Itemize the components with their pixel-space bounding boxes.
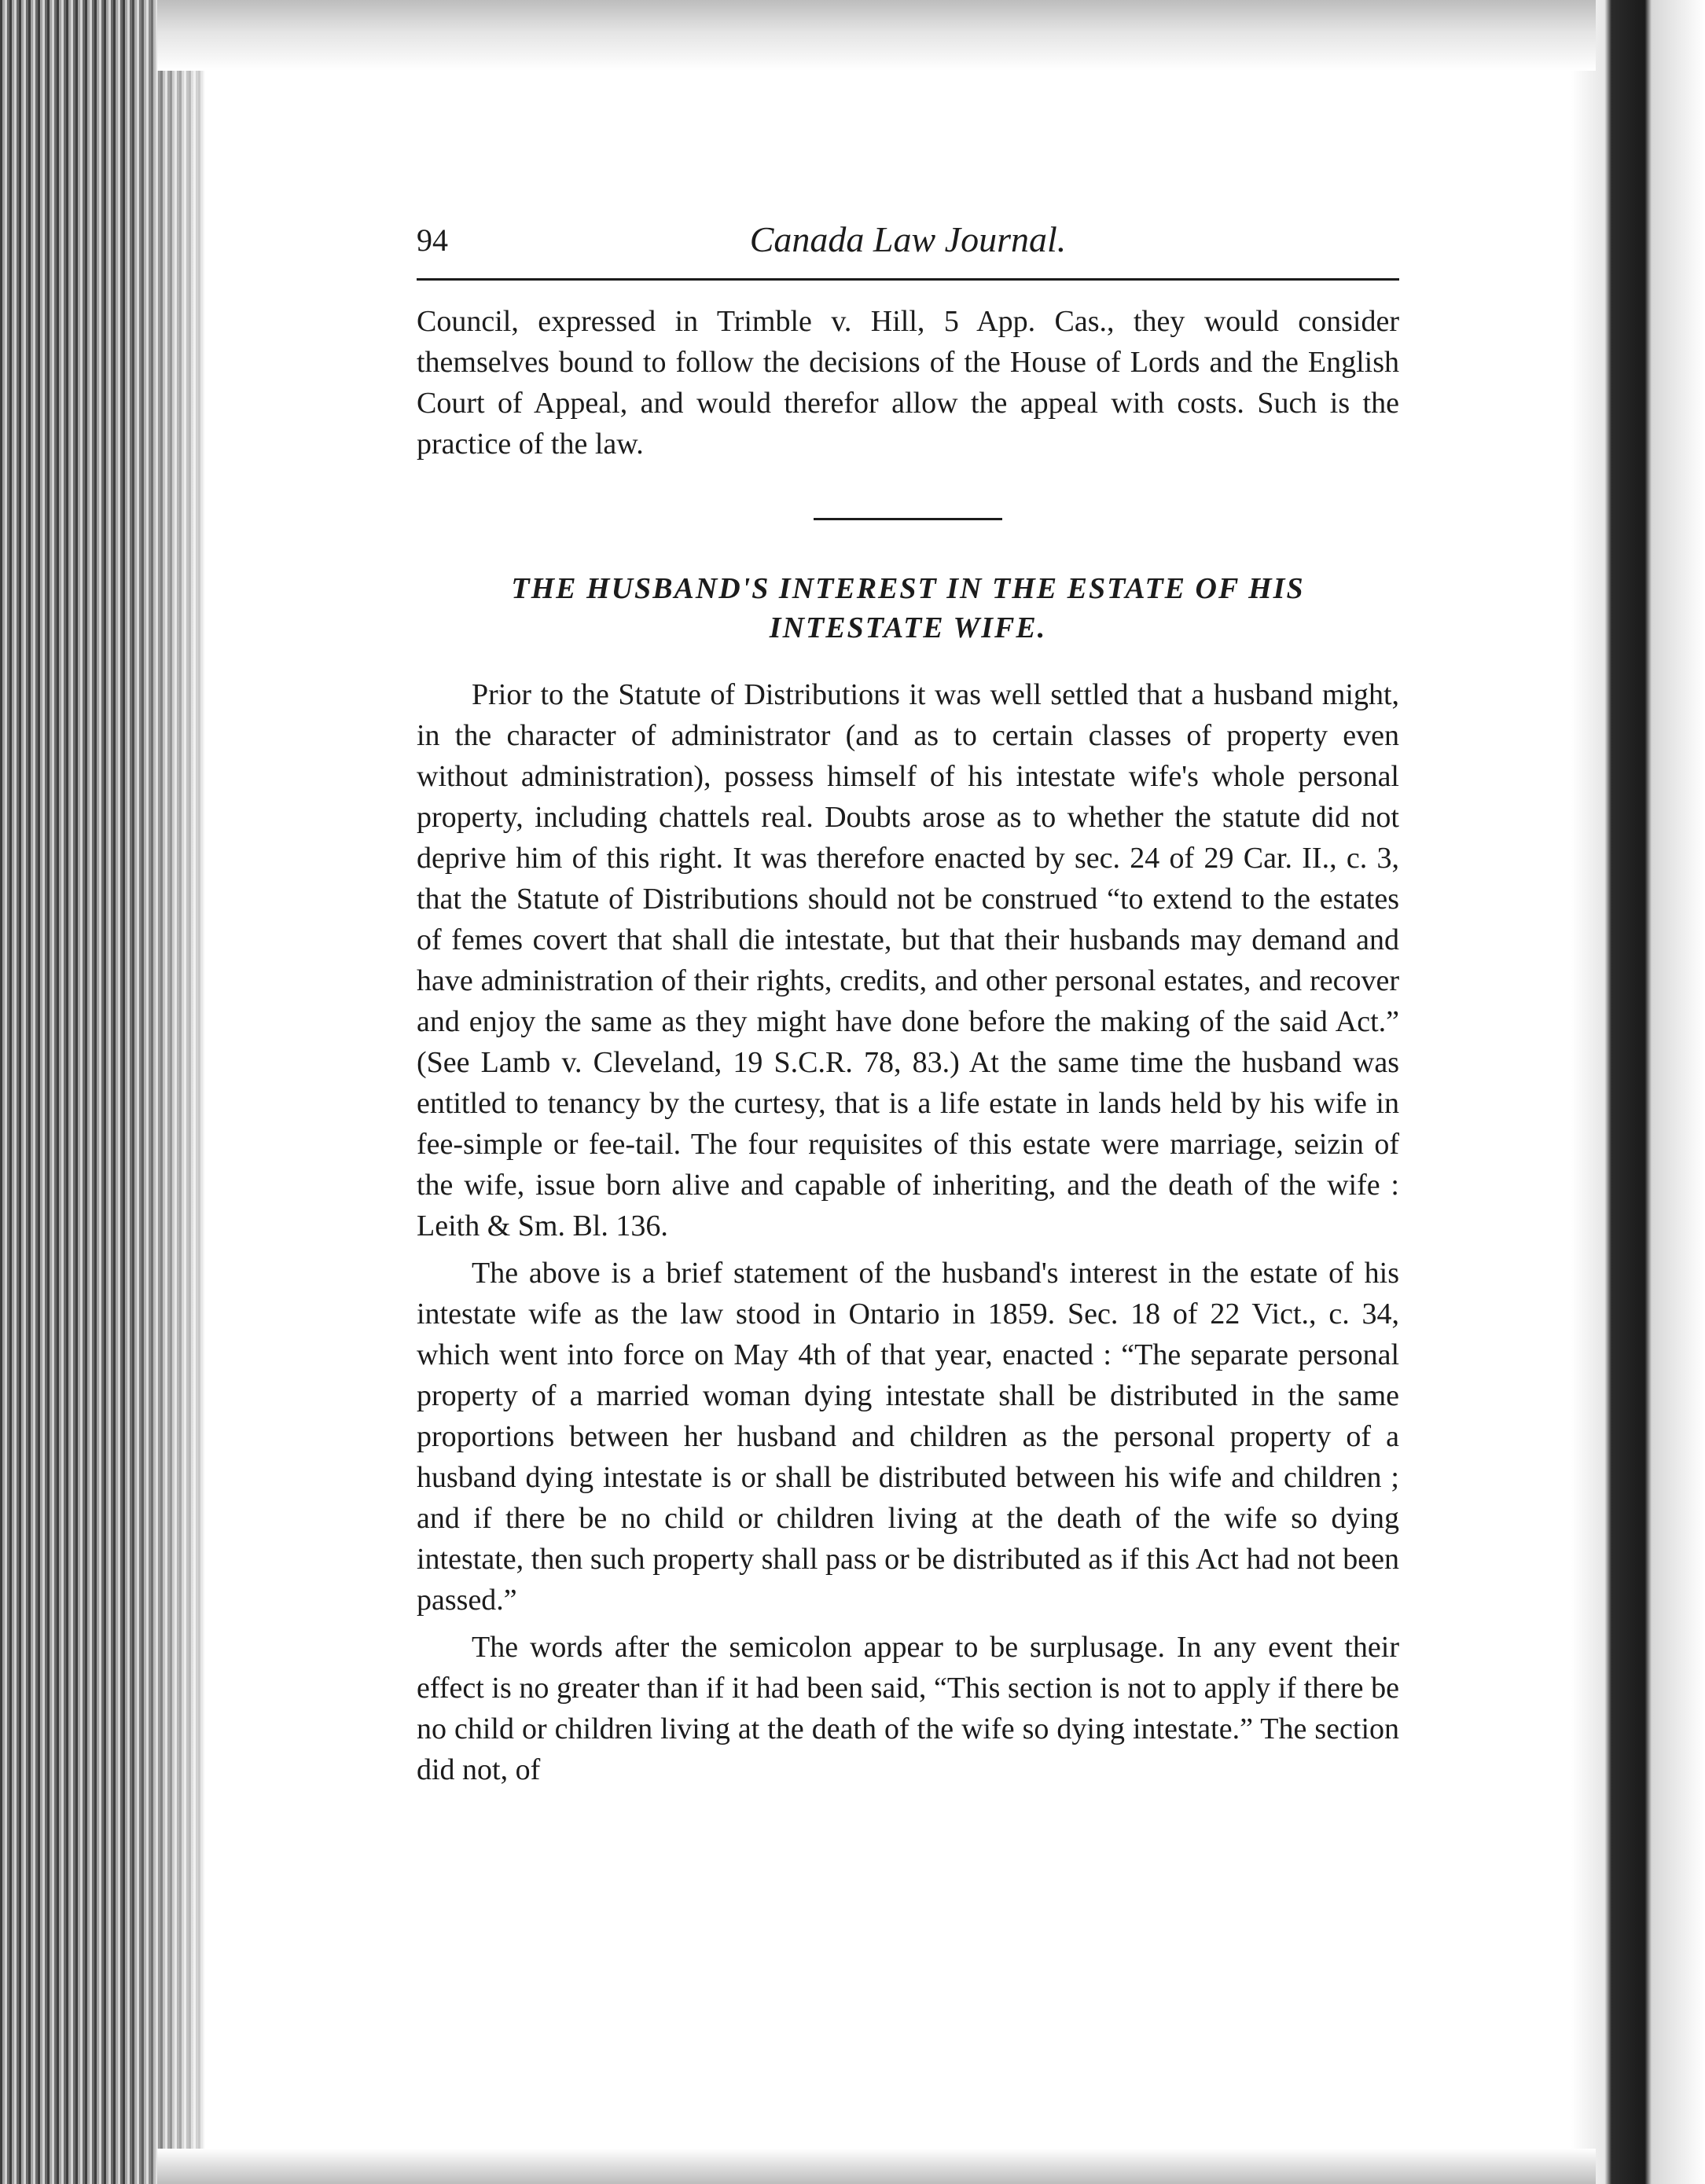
page-body [417, 212, 1399, 1790]
scan-left-fade [126, 0, 228, 2184]
running-head [417, 212, 1399, 275]
article-paragraph-1: Prior to the Statute of Distributions it was well settled that a husband might, in the character of administrator (and as to certain classes of property even without administration), possess himself of his intestate wife's whole personal property, including chattels real. Doubts arose as to whether the statute did not deprive him of this right. It was therefore enacted by sec. 24 of 29 Car. II., c. 3, that the Statute of Distributions should not be construed “to extend to the estates of femes covert that shall die intestate, but that their husbands may demand and have administration of their rights, credits, and other personal estates, and recover and enjoy the same as they might have done before the making of the said Act.” (See Lamb v. Cleveland, 19 S.C.R. 78, 83.) At the same time the husband was entitled to tenancy by the curtesy, that is a life estate in lands held by his wife in fee-simple or fee-tail. The four requisites of this estate were marriage, seizin of the wife, issue born alive and capable of inheriting, and the death of the wife : Leith & Sm. Bl. 136. [417, 678, 1399, 1242]
scan-right-edge [1571, 0, 1705, 2184]
article-title [417, 569, 1399, 648]
article-paragraph-3: The words after the semicolon appear to be surplusage. In any event their effect is no greater than if it had been said, “This section is not to apply if there be no child or children living at the death of the wife so dying intestate.” The section did not, of [417, 1631, 1399, 1786]
journal-title: Canada Law Journal. [749, 219, 1067, 259]
header-rule [417, 278, 1399, 281]
section-divider [814, 518, 1002, 520]
article-title-line2: INTESTATE WIFE. [769, 611, 1047, 644]
opening-paragraph: Council, expressed in Trimble v. Hill, 5 App. Cas., they would consider themselves bound to follow the decisions of the House of Lords and the English Court of Appeal, and would therefor allow the appeal with costs. Such is the practice of the law. [417, 305, 1399, 461]
scan-bottom-edge [157, 2149, 1596, 2184]
article-paragraph-2: The above is a brief statement of the husband's interest in the estate of his intestate wife as the law stood in Ontario in 1859. Sec. 18 of 22 Vict., c. 34, which went into force on May 4th of that year, enacted : “The separate personal property of a married woman dying intestate shall be distributed in the same proportions between her husband and children as the personal property of a husband dying intestate is or shall be distributed between his wife and children ; and if there be no child or children living at the death of the wife so dying intestate, then such property shall pass or be distributed as if this Act had not been passed.” [417, 1257, 1399, 1617]
article-title-line1: THE HUSBAND'S INTEREST IN THE ESTATE OF HIS [511, 572, 1305, 605]
scan-top-edge [157, 0, 1596, 71]
page-number: 94 [417, 222, 448, 258]
